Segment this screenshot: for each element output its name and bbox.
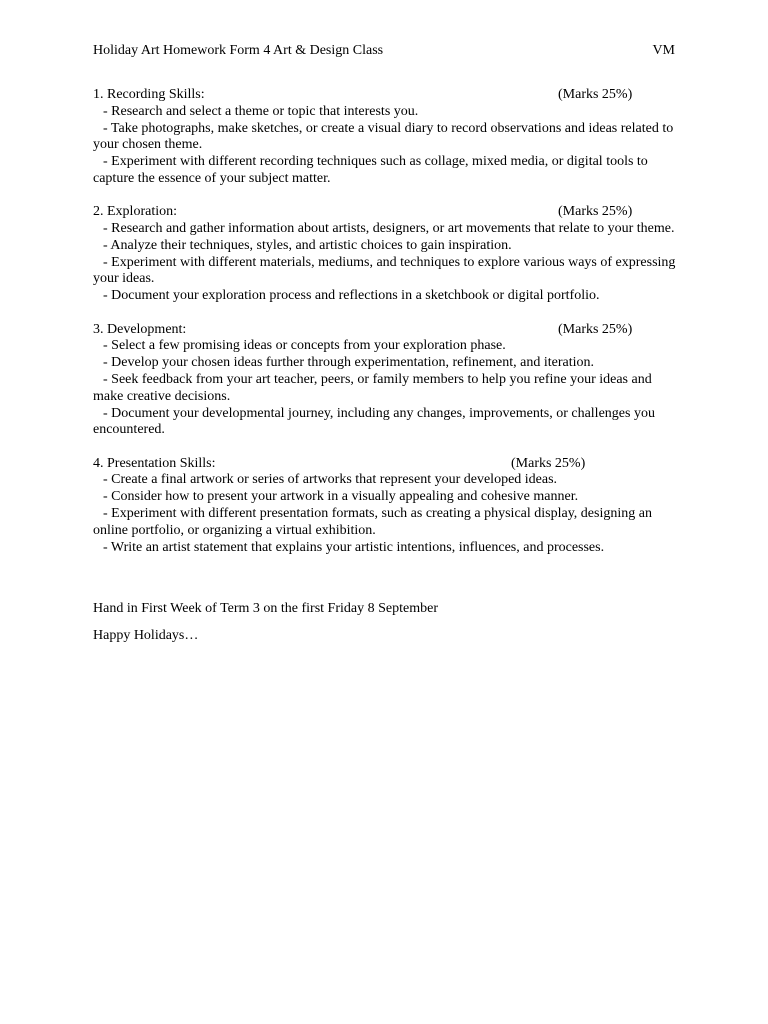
section-development <box>93 322 679 440</box>
bullet-item: - Experiment with different materials, mediums, and techniques to explore various ways of expressing your ideas. <box>93 254 676 287</box>
section-title: 1. Recording Skills: <box>93 87 205 102</box>
bullet-item: - Experiment with different recording techniques such as collage, mixed media, or digital tools to capture the essence of your subject matter. <box>93 154 648 186</box>
section-marks: (Marks 25%) <box>558 87 633 102</box>
bullet-item: - Take photographs, make sketches, or create a visual diary to record observations and ideas related to your chosen theme. <box>93 120 674 153</box>
section-presentation-skills <box>93 456 679 557</box>
section-recording-skills <box>93 87 679 188</box>
deadline-note: Hand in First Week of Term 3 on the first Friday 8 September <box>93 601 438 616</box>
assignment-content <box>93 87 679 573</box>
page-header <box>93 42 675 59</box>
bullet-item: - Analyze their techniques, styles, and artistic choices to gain inspiration. <box>103 237 512 253</box>
section-title: 3. Development: <box>93 321 187 337</box>
bullet-item: - Research and gather information about artists, designers, or art movements that relate to your theme. <box>103 221 675 237</box>
bullet-item: - Seek feedback from your art teacher, peers, or family members to help you refine your ideas and make creative decisions. <box>93 371 652 404</box>
section-title: 2. Exploration: <box>93 204 177 220</box>
section-marks: (Marks 25%) <box>558 321 633 337</box>
bullet-item: - Research and select a theme or topic that interests you. <box>103 103 419 119</box>
bullet-item: - Create a final artwork or series of artworks that represent your developed ideas. <box>103 472 558 488</box>
document-title: Holiday Art Homework Form 4 Art & Design Class <box>93 43 384 58</box>
bullet-item: - Select a few promising ideas or concepts from your exploration phase. <box>103 338 506 354</box>
bullet-item: - Consider how to present your artwork in a visually appealing and cohesive manner. <box>103 489 579 505</box>
section-heading <box>93 87 679 104</box>
bullet-item: - Write an artist statement that explains your artistic intentions, influences, and processes. <box>103 539 605 555</box>
section-heading <box>93 456 679 473</box>
bullet-item: - Experiment with different presentation formats, such as creating a physical display, designing an online portfolio, or organizing a virtual exhibition. <box>93 506 652 538</box>
bullet-item: - Develop your chosen ideas further through experimentation, refinement, and iteration. <box>103 355 594 371</box>
section-marks: (Marks 25%) <box>558 204 633 220</box>
section-marks: (Marks 25%) <box>511 455 586 471</box>
section-heading <box>93 322 679 339</box>
section-title: 4. Presentation Skills: <box>93 455 216 471</box>
bullet-item: - Document your exploration process and reflections in a sketchbook or digital portfolio. <box>103 288 600 304</box>
bullet-item: - Document your developmental journey, including any changes, improvements, or challenges you encountered. <box>93 405 655 438</box>
section-exploration <box>93 204 679 305</box>
section-heading <box>93 204 679 221</box>
author-initials: VM <box>652 43 675 58</box>
closing-note: Happy Holidays… <box>93 628 199 643</box>
